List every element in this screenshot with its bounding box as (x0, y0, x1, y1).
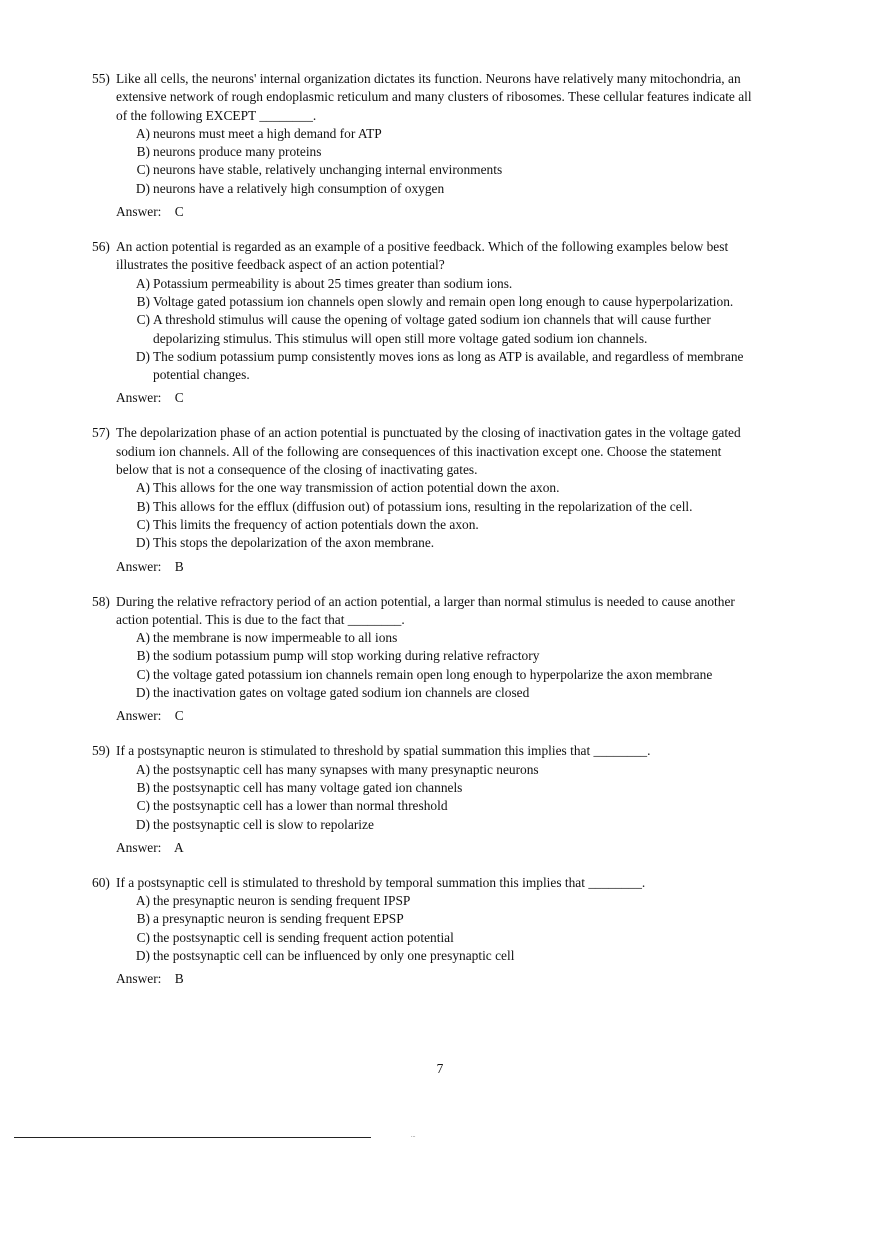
option-text: the voltage gated potassium ion channels remain open long enough to hyperpolarize the axon membrane (153, 666, 713, 682)
answer-value: C (174, 204, 184, 220)
option-text: Voltage gated potassium ion channels open slowly and remain open long enough to cause hyperpolarization. (153, 293, 734, 309)
option-letter: C) (136, 929, 150, 945)
option-list (132, 629, 752, 702)
question-number: 60) (92, 874, 110, 890)
question-stem (92, 424, 752, 479)
option-list (132, 125, 752, 198)
answer-line (116, 707, 752, 725)
option-letter: A) (135, 125, 150, 141)
question-stem (92, 742, 752, 760)
option-letter: C) (136, 162, 150, 178)
option-letter: B) (136, 911, 150, 927)
question-59 (92, 742, 752, 856)
question-stem (92, 70, 752, 125)
option-b (132, 779, 752, 797)
option-a (132, 125, 752, 143)
option-letter: C) (136, 516, 150, 532)
question-text: If a postsynaptic neuron is stimulated to threshold by spatial summation this implies that ________. (116, 743, 651, 759)
answer-line (116, 558, 752, 576)
option-text: the sodium potassium pump will stop working during relative refractory (153, 648, 540, 664)
answer-label: Answer: (116, 204, 162, 220)
option-c (132, 161, 752, 179)
option-a (132, 761, 752, 779)
option-c (132, 666, 752, 684)
option-text: This allows for the efflux (diffusion out) of potassium ions, resulting in the repolarization of the cell. (153, 498, 693, 514)
option-b (132, 647, 752, 665)
option-letter: C) (136, 666, 150, 682)
option-list (132, 892, 752, 965)
question-stem (92, 238, 752, 275)
option-text: The sodium potassium pump consistently moves ions as long as ATP is available, and regardless of membrane potential changes. (153, 348, 744, 383)
question-text: During the relative refractory period of an action potential, a larger than normal stimulus is needed to cause another action potential. This is due to the fact that ________. (116, 593, 735, 627)
answer-value: C (174, 390, 184, 406)
option-letter: C) (136, 312, 150, 328)
option-list (132, 761, 752, 834)
option-letter: B) (136, 779, 150, 795)
option-letter: D) (135, 348, 150, 364)
option-text: neurons have a relatively high consumption of oxygen (153, 180, 445, 196)
option-letter: B) (136, 293, 150, 309)
answer-line (116, 839, 752, 857)
option-c (132, 929, 752, 947)
option-letter: D) (135, 685, 150, 701)
option-letter: A) (135, 275, 150, 291)
question-number: 59) (92, 743, 110, 759)
question-stem (92, 593, 752, 630)
option-d (132, 348, 752, 385)
option-letter: D) (135, 947, 150, 963)
option-letter: A) (135, 630, 150, 646)
option-letter: A) (135, 761, 150, 777)
question-number: 55) (92, 71, 110, 86)
question-57 (92, 424, 752, 575)
answer-label: Answer: (116, 971, 162, 987)
option-c (132, 311, 752, 348)
option-text: neurons must meet a high demand for ATP (153, 125, 382, 141)
option-text: the postsynaptic cell has many voltage gated ion channels (153, 779, 463, 795)
question-number: 58) (92, 593, 110, 609)
question-number: 57) (92, 425, 110, 441)
question-60 (92, 874, 752, 988)
answer-line (116, 389, 752, 407)
option-a (132, 275, 752, 293)
answer-label: Answer: (116, 390, 162, 406)
option-text: the postsynaptic cell is slow to repolarize (153, 816, 374, 832)
option-d (132, 534, 752, 552)
question-stem (92, 874, 752, 892)
option-b (132, 293, 752, 311)
question-text: If a postsynaptic cell is stimulated to threshold by temporal summation this implies that ________. (116, 874, 646, 890)
answer-value: B (174, 971, 184, 987)
option-d (132, 947, 752, 965)
question-text: Like all cells, the neurons' internal organization dictates its function. Neurons have relatively many mitochondria, an extensive network of rough endoplasmic reticulum and many clusters of ribosomes. These cellular features indicate all of the following EXCEPT ________. (116, 71, 752, 123)
question-number: 56) (92, 239, 110, 255)
option-text: a presynaptic neuron is sending frequent EPSP (153, 911, 404, 927)
option-text: the postsynaptic cell is sending frequent action potential (153, 929, 454, 945)
option-letter: D) (135, 535, 150, 551)
question-text: An action potential is regarded as an example of a positive feedback. Which of the following examples below best illustrates the positive feedback aspect of an action potential? (116, 239, 729, 273)
footer-rule (14, 1137, 371, 1138)
option-letter: B) (136, 498, 150, 514)
option-text: A threshold stimulus will cause the opening of voltage gated sodium ion channels that will cause further depolarizing stimulus. This stimulus will open still more voltage gated sodium ion channels. (153, 312, 711, 346)
question-list (92, 70, 752, 1005)
answer-label: Answer: (116, 839, 162, 855)
option-d (132, 180, 752, 198)
option-text: This limits the frequency of action potentials down the axon. (153, 516, 479, 532)
option-list (132, 275, 752, 385)
option-text: This stops the depolarization of the axon membrane. (153, 535, 435, 551)
answer-label: Answer: (116, 708, 162, 724)
option-b (132, 910, 752, 928)
footer-mark: ... (411, 1133, 416, 1139)
option-a (132, 629, 752, 647)
answer-line (116, 203, 752, 221)
option-a (132, 892, 752, 910)
option-text: the inactivation gates on voltage gated sodium ion channels are closed (153, 685, 530, 701)
option-letter: B) (136, 144, 150, 160)
option-b (132, 498, 752, 516)
option-letter: D) (135, 816, 150, 832)
answer-value: C (174, 708, 184, 724)
answer-value: A (173, 839, 184, 855)
question-55 (92, 70, 752, 221)
option-d (132, 684, 752, 702)
option-c (132, 797, 752, 815)
option-d (132, 816, 752, 834)
option-text: Potassium permeability is about 25 times greater than sodium ions. (153, 275, 513, 291)
page-number: 7 (436, 1061, 444, 1076)
answer-value: B (174, 558, 184, 574)
option-letter: D) (135, 180, 150, 196)
option-letter: B) (136, 648, 150, 664)
option-text: the membrane is now impermeable to all ions (153, 630, 398, 646)
option-text: the presynaptic neuron is sending frequent IPSP (153, 893, 411, 909)
option-text: neurons have stable, relatively unchanging internal environments (153, 162, 503, 178)
option-text: the postsynaptic cell can be influenced by only one presynaptic cell (153, 947, 515, 963)
question-text: The depolarization phase of an action potential is punctuated by the closing of inactivation gates in the voltage gated sodium ion channels. All of the following are consequences of this inactivation except one. Choose the statement below that is not a consequence of the closing of inactivating gates. (116, 425, 741, 478)
option-letter: C) (136, 798, 150, 814)
option-text: the postsynaptic cell has many synapses with many presynaptic neurons (153, 761, 539, 777)
option-text: the postsynaptic cell has a lower than normal threshold (153, 798, 448, 814)
question-58 (92, 593, 752, 726)
option-text: This allows for the one way transmission of action potential down the axon. (153, 480, 560, 496)
option-c (132, 516, 752, 534)
option-b (132, 143, 752, 161)
option-list (132, 479, 752, 552)
option-a (132, 479, 752, 497)
option-letter: A) (135, 893, 150, 909)
option-text: neurons produce many proteins (153, 144, 322, 160)
answer-line (116, 970, 752, 988)
question-56 (92, 238, 752, 407)
option-letter: A) (135, 480, 150, 496)
answer-label: Answer: (116, 558, 162, 574)
